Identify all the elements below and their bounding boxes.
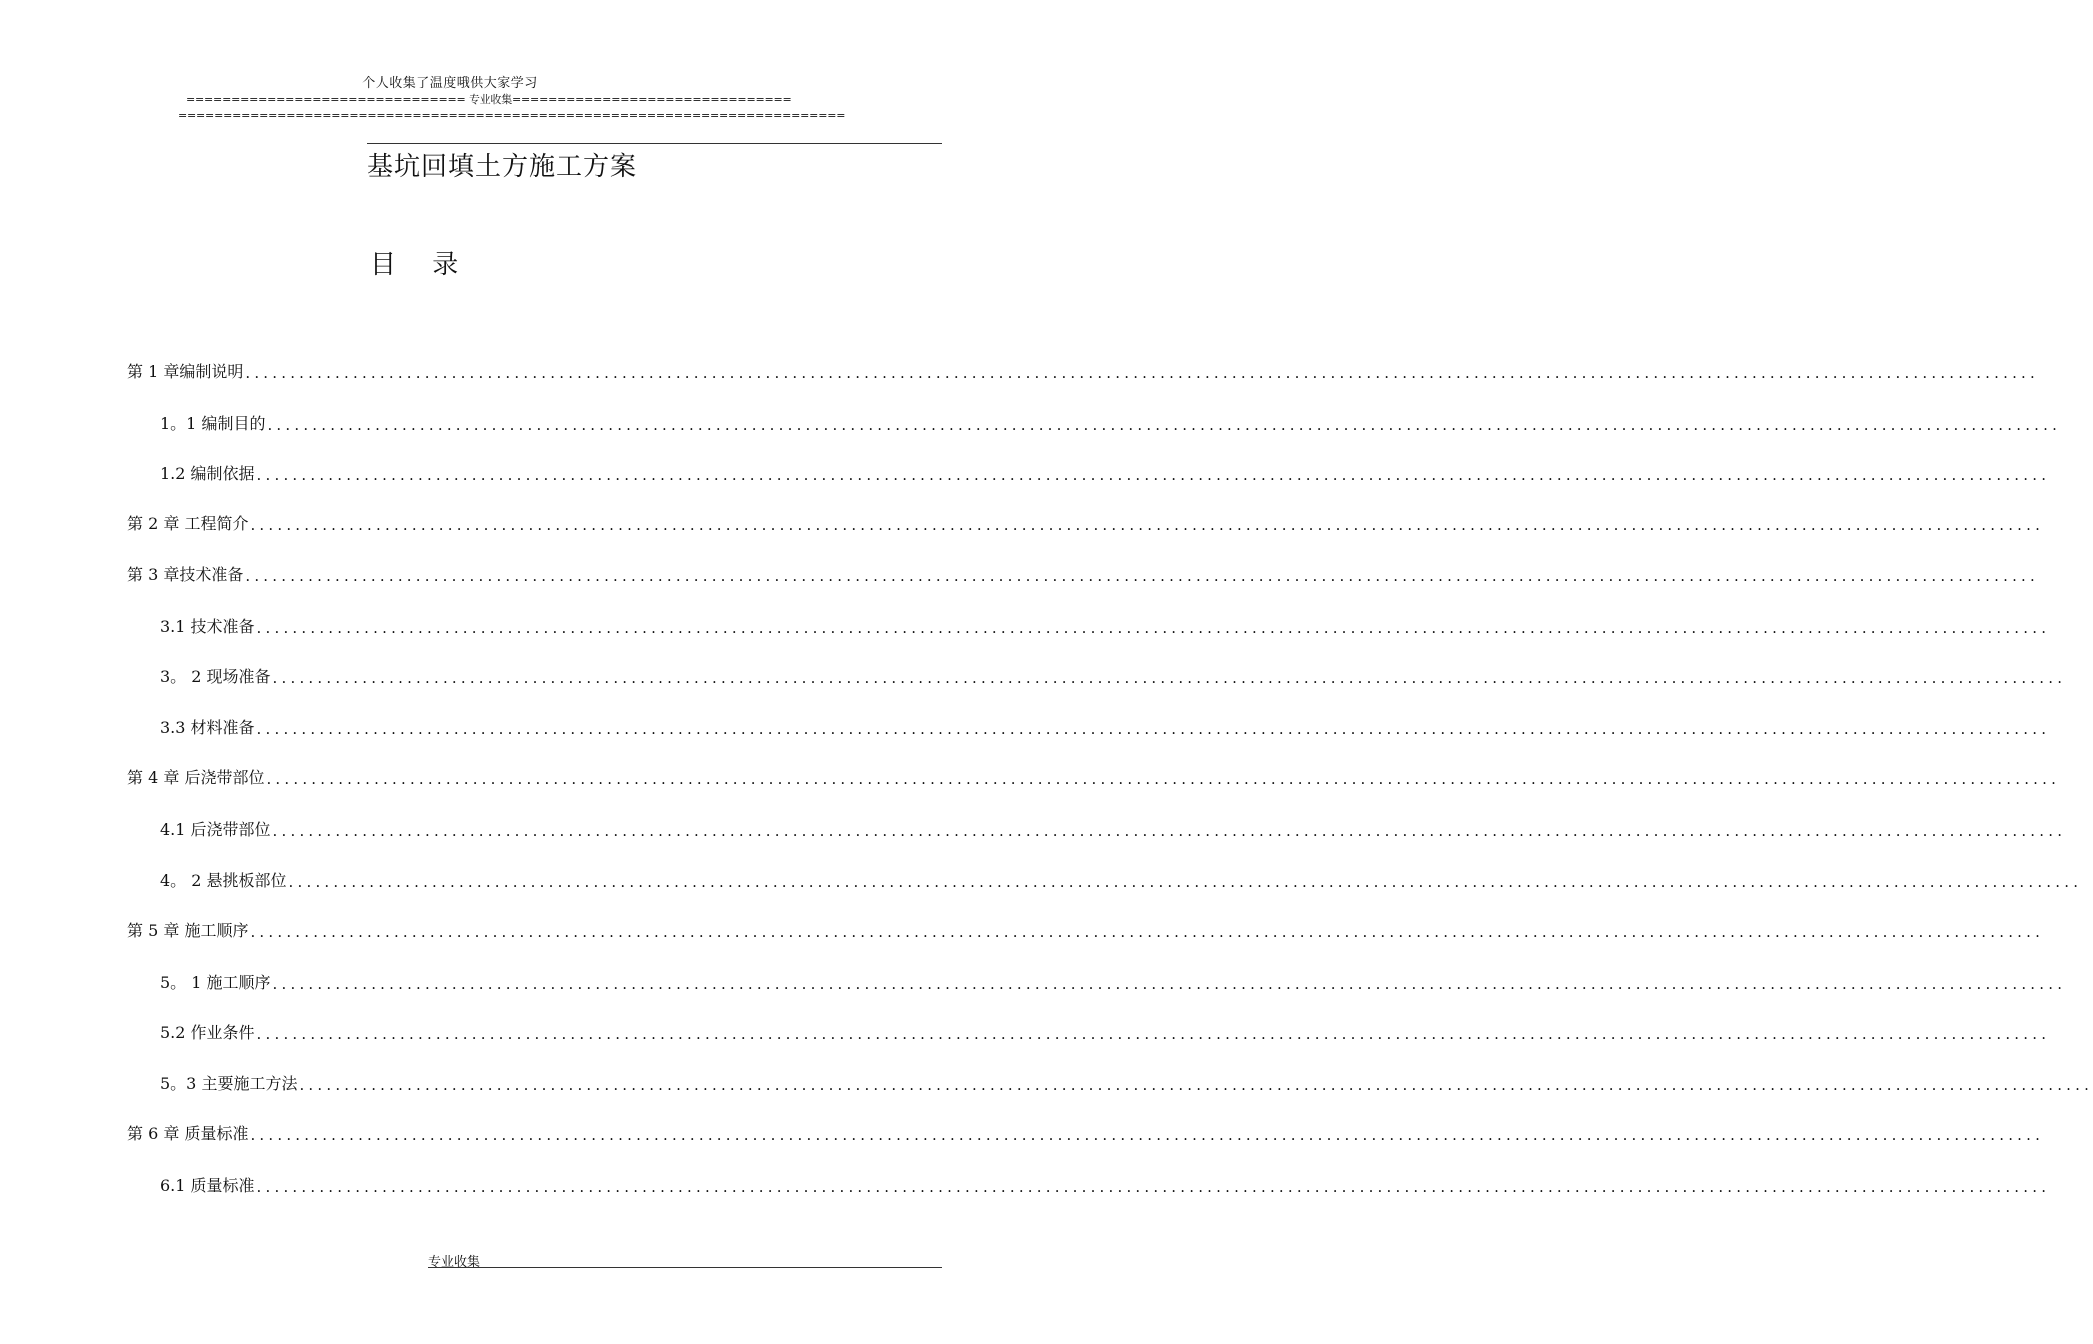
- toc-entry-label: 第 3 章技术准备: [127, 565, 244, 584]
- toc-heading: 目 录: [370, 250, 473, 280]
- footer-rule: [428, 1267, 942, 1268]
- toc-entry-label: 1。1 编制目的: [160, 414, 266, 433]
- toc-entry-label: 第 4 章 后浇带部位: [127, 768, 265, 787]
- header-separator: ==========================================================================: [178, 109, 846, 122]
- toc-entry-label: 5。3 主要施工方法: [160, 1074, 298, 1093]
- toc-dot-leader: ........................................................................................................................................................................................................: [267, 416, 2062, 434]
- toc-dot-leader: ........................................................................................................................................................................................................: [299, 1076, 2093, 1094]
- toc-dot-leader: ........................................................................................................................................................................................................: [245, 364, 2039, 382]
- toc-chapter-entry[interactable]: [127, 559, 2039, 585]
- toc-entry-label: 4.1 后浇带部位: [160, 820, 271, 839]
- toc-chapter-entry[interactable]: [127, 508, 2045, 534]
- header-note: 个人收集了温度哦供大家学习: [362, 76, 538, 91]
- toc-dot-leader: ........................................................................................................................................................................................................: [250, 923, 2045, 941]
- toc-entry-label: 3.1 技术准备: [160, 617, 255, 636]
- toc-dot-leader: ........................................................................................................................................................................................................: [256, 619, 2051, 637]
- toc-section-entry[interactable]: [160, 814, 2067, 840]
- footer-text: 专业收集: [428, 1255, 481, 1270]
- toc-chapter-entry[interactable]: [127, 356, 2039, 382]
- toc-dot-leader: ........................................................................................................................................................................................................: [272, 822, 2067, 840]
- toc-section-entry[interactable]: [160, 967, 2067, 993]
- toc-entry-label: 第 2 章 工程简介: [127, 514, 249, 533]
- toc-entry-label: 1.2 编制依据: [160, 464, 255, 483]
- title-rule: [367, 143, 942, 144]
- toc-entry-label: 3.3 材料准备: [160, 718, 255, 737]
- toc-dot-leader: ........................................................................................................................................................................................................: [266, 770, 2061, 788]
- document-title: 基坑回填土方施工方案: [367, 152, 638, 182]
- toc-entry-label: 5。 1 施工顺序: [160, 973, 271, 992]
- toc-dot-leader: ........................................................................................................................................................................................................: [245, 567, 2039, 585]
- toc-section-entry[interactable]: [160, 611, 2051, 637]
- toc-section-entry[interactable]: [160, 458, 2051, 484]
- header-separator-collection: =============================== 专业收集===============================: [186, 93, 792, 106]
- toc-dot-leader: ........................................................................................................................................................................................................: [272, 669, 2067, 687]
- toc-dot-leader: ........................................................................................................................................................................................................: [256, 466, 2051, 484]
- toc-dot-leader: ........................................................................................................................................................................................................: [256, 1178, 2051, 1196]
- toc-section-entry[interactable]: [160, 1017, 2051, 1043]
- toc-dot-leader: ........................................................................................................................................................................................................: [250, 1126, 2045, 1144]
- toc-section-entry[interactable]: [160, 865, 2083, 891]
- toc-dot-leader: ........................................................................................................................................................................................................: [272, 975, 2067, 993]
- toc-section-entry[interactable]: [160, 712, 2051, 738]
- toc-section-entry[interactable]: [160, 661, 2067, 687]
- toc-section-entry[interactable]: [160, 1170, 2051, 1196]
- toc-entry-label: 第 6 章 质量标准: [127, 1124, 249, 1143]
- toc-entry-label: 3。 2 现场准备: [160, 667, 271, 686]
- toc-entry-label: 第 5 章 施工顺序: [127, 921, 249, 940]
- toc-chapter-entry[interactable]: [127, 1118, 2045, 1144]
- toc-entry-label: 6.1 质量标准: [160, 1176, 255, 1195]
- toc-dot-leader: ........................................................................................................................................................................................................: [250, 516, 2045, 534]
- toc-section-entry[interactable]: [160, 408, 2062, 434]
- toc-entry-label: 5.2 作业条件: [160, 1023, 255, 1042]
- toc-chapter-entry[interactable]: [127, 762, 2061, 788]
- toc-section-entry[interactable]: [160, 1068, 2093, 1094]
- toc-dot-leader: ........................................................................................................................................................................................................: [288, 873, 2083, 891]
- toc-dot-leader: ........................................................................................................................................................................................................: [256, 1025, 2051, 1043]
- toc-chapter-entry[interactable]: [127, 915, 2045, 941]
- toc-entry-label: 4。 2 悬挑板部位: [160, 871, 287, 890]
- toc-entry-label: 第 1 章编制说明: [127, 362, 244, 381]
- toc-dot-leader: ........................................................................................................................................................................................................: [256, 720, 2051, 738]
